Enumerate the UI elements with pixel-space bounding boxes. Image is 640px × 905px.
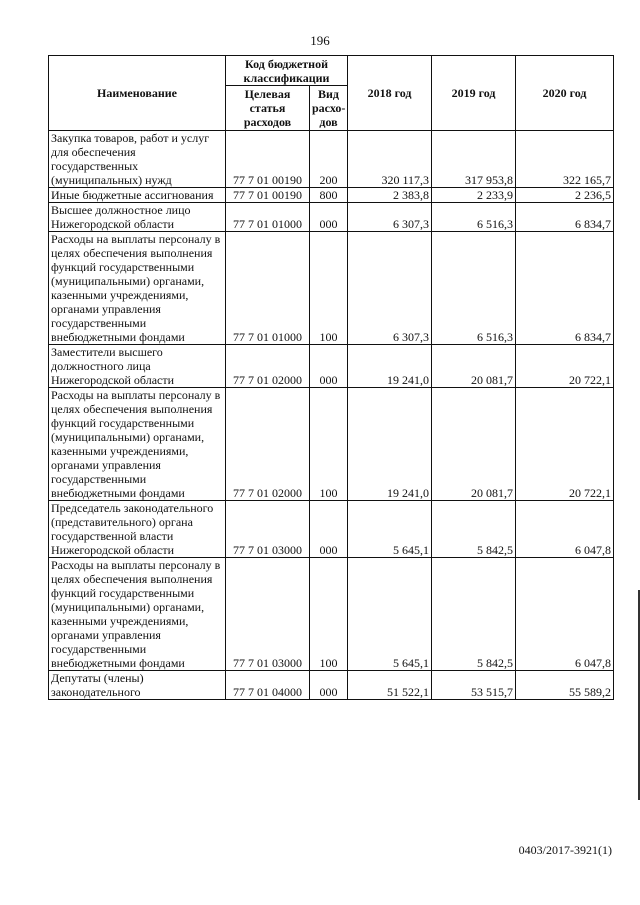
table-row [49,345,614,388]
row-expense-type: 000 [310,345,348,388]
header-2018: 2018 год [348,56,432,131]
row-target-item: 77 7 01 02000 [226,388,310,501]
row-name: Иные бюджетные ассигнования [49,188,226,203]
budget-table [48,55,614,700]
table-body [49,131,614,700]
row-value-2018: 5 645,1 [348,501,432,558]
header-name: Наименование [49,56,226,131]
row-value-2020: 322 165,7 [516,131,614,188]
row-name: Депутаты (члены) законодательного [49,671,226,700]
row-value-2020: 6 834,7 [516,232,614,345]
row-expense-type: 000 [310,501,348,558]
table-row [49,558,614,671]
row-name: Заместители высшего должностного лица Нижегородской области [49,345,226,388]
row-value-2019: 5 842,5 [432,558,516,671]
row-value-2019: 20 081,7 [432,345,516,388]
table-header-row [49,56,614,86]
table-row [49,188,614,203]
row-value-2020: 6 047,8 [516,501,614,558]
row-value-2020: 20 722,1 [516,345,614,388]
row-expense-type: 000 [310,203,348,232]
header-2020: 2020 год [516,56,614,131]
row-value-2019: 6 516,3 [432,232,516,345]
header-expense-type: Вид расхо-дов [310,86,348,131]
row-value-2020: 6 047,8 [516,558,614,671]
row-expense-type: 800 [310,188,348,203]
row-expense-type: 000 [310,671,348,700]
document-code: 0403/2017-3921(1) [518,843,612,857]
row-value-2018: 19 241,0 [348,388,432,501]
row-expense-type: 100 [310,558,348,671]
row-expense-type: 100 [310,388,348,501]
row-value-2019: 20 081,7 [432,388,516,501]
header-code-group: Код бюджетной классификации [226,56,348,86]
row-value-2018: 51 522,1 [348,671,432,700]
header-2019: 2019 год [432,56,516,131]
row-expense-type: 100 [310,232,348,345]
row-expense-type: 200 [310,131,348,188]
row-value-2019: 6 516,3 [432,203,516,232]
table-row [49,232,614,345]
row-value-2018: 5 645,1 [348,558,432,671]
table-row [49,501,614,558]
row-value-2018: 2 383,8 [348,188,432,203]
row-name: Расходы на выплаты персоналу в целях обеспечения выполнения функций государственными (муниципальными) органами, казенными учреждениями, органами управления государственными внебюджетными фондами [49,232,226,345]
table-row [49,203,614,232]
row-target-item: 77 7 01 03000 [226,558,310,671]
row-target-item: 77 7 01 00190 [226,131,310,188]
row-value-2018: 6 307,3 [348,232,432,345]
row-name: Закупка товаров, работ и услуг для обеспечения государственных (муниципальных) нужд [49,131,226,188]
table-row [49,671,614,700]
row-value-2019: 53 515,7 [432,671,516,700]
row-target-item: 77 7 01 03000 [226,501,310,558]
table-row [49,131,614,188]
row-value-2018: 19 241,0 [348,345,432,388]
row-name: Председатель законодательного (представительного) органа государственной власти Нижегородской области [49,501,226,558]
row-target-item: 77 7 01 01000 [226,203,310,232]
row-value-2019: 2 233,9 [432,188,516,203]
page-number: 196 [310,33,330,48]
header-target-item: Целевая статья расходов [226,86,310,131]
row-value-2020: 20 722,1 [516,388,614,501]
row-name: Расходы на выплаты персоналу в целях обеспечения выполнения функций государственными (муниципальными) органами, казенными учреждениями, органами управления государственными внебюджетными фондами [49,388,226,501]
row-value-2019: 5 842,5 [432,501,516,558]
row-name: Высшее должностное лицо Нижегородской области [49,203,226,232]
row-value-2018: 6 307,3 [348,203,432,232]
row-value-2018: 320 117,3 [348,131,432,188]
row-target-item: 77 7 01 00190 [226,188,310,203]
table-row [49,388,614,501]
row-target-item: 77 7 01 02000 [226,345,310,388]
row-name: Расходы на выплаты персоналу в целях обеспечения выполнения функций государственными (муниципальными) органами, казенными учреждениями, органами управления государственными внебюджетными фондами [49,558,226,671]
row-target-item: 77 7 01 01000 [226,232,310,345]
row-value-2020: 2 236,5 [516,188,614,203]
row-value-2019: 317 953,8 [432,131,516,188]
row-value-2020: 6 834,7 [516,203,614,232]
row-target-item: 77 7 01 04000 [226,671,310,700]
row-value-2020: 55 589,2 [516,671,614,700]
